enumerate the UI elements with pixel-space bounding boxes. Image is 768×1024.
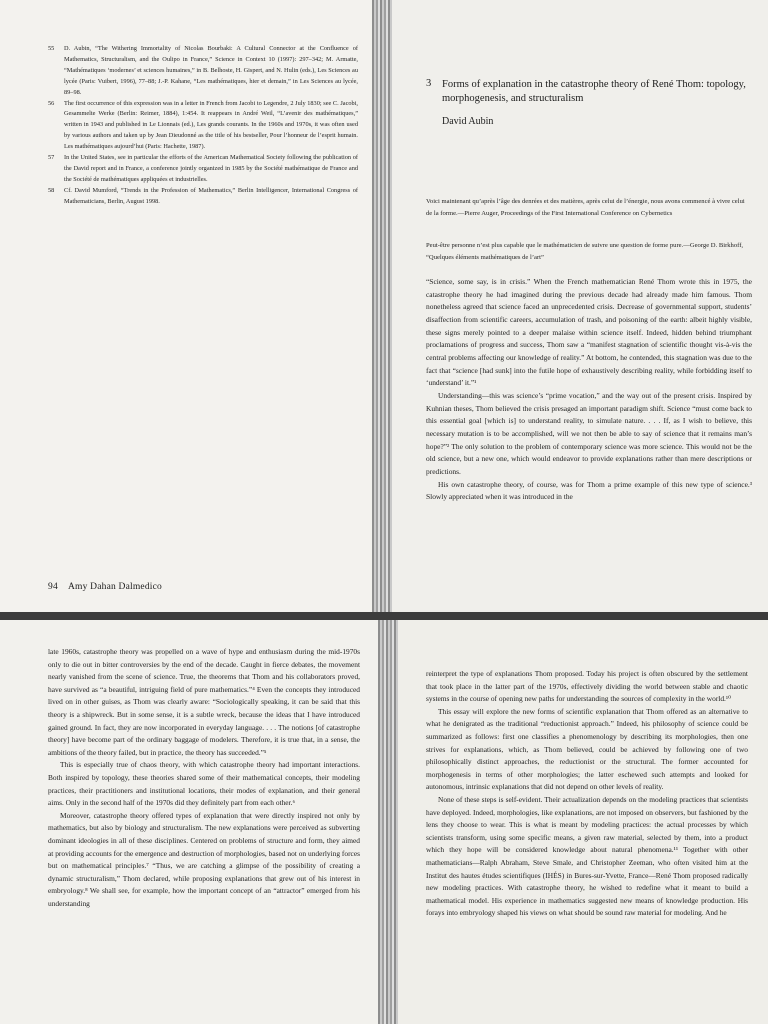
endnote — [48, 44, 358, 99]
paragraph: Understanding—this was science’s “prime vocation,” and the way out of the present crisis. Inspired by Kuhnian theses, Thom believed the crisis presaged an important paradigm shift. Science “must come back to this essential goal [which is] to understand reality, to simulate nature. . . . If, as I wish to believe, this necessary mutation is to be accomplished, will we not then be able to say of science that it remains man’s hope?”² The only solution to the problem of contemporary science was more science. This would not be the old science, but a new one, which would endeavor to provide explanations rather than mere descriptions or predictions. — [426, 390, 752, 476]
paragraph: His own catastrophe theory, of course, was for Thom a prime example of this new type of science.³ Slowly appreciated when it was introduced in the — [426, 479, 752, 502]
page-top-left — [0, 0, 372, 612]
endnote-text: D. Aubin, “The Withering Immortality of Nicolas Bourbaki: A Cultural Connector at the Confluence of Mathematics, Structuralism, and the Oulipo in France,” Science in Context 10 (1997): 297–342; M. Armatte, “Mathématiques ‘modernes’ et sciences humaines,” in B. Belhoste, H. Gispert, and N. Hulin (eds.), Les Sciences au lycée (Paris: Vuibert, 1996), 77–88; J.-P. Kahane, “Les mathématiques, hier et demain,” in Les Sciences au lycée, 89–98. — [64, 45, 358, 96]
page-number: 94 — [48, 582, 58, 592]
chapter-heading — [426, 78, 746, 106]
body-text — [426, 276, 752, 504]
endnote — [48, 153, 358, 186]
body-text — [48, 646, 360, 910]
book-gutter — [378, 620, 398, 1024]
paragraph: None of these steps is self-evident. Their actualization depends on the modeling practices that scientists have deployed. Indeed, morphologies, like explanations, are not imposed on observers, but fashioned by the lens they choose to wear. This is what is meant by modeling practices: the actual processes by which scientists transform, using some specific means, a given raw material, selected by them, into a product which they hope will be considered knowledge about natural phenomena.¹¹ Together with other mathematicians—Ralph Abraham, Steve Smale, and Christopher Zeeman, who often visited him at the Institut des hautes études scientifiques (IHÉS) in Bures-sur-Yvette, France—René Thom proposed radically new modeling practices. With catastrophe theory, he wished to redefine what it meant to build a mathematical model. His experience in mathematics suggested new means of knowledge production. His forays into embryology shaped his views on what should be sound raw material for modeling. And he — [426, 794, 748, 918]
endnote-number: 56 — [48, 99, 55, 107]
page-divider — [0, 612, 768, 620]
epigraph: Peut-être personne n’est plus capable que le mathématicien de suivre une question de forme pure.—George D. Birkhoff, “Quelques éléments mathématiques de l’art” — [426, 242, 744, 262]
page-top-right — [392, 0, 768, 612]
endnote — [48, 99, 358, 154]
paragraph: Moreover, catastrophe theory offered types of explanation that were directly inspired not only by mathematics, but also by biology and structuralism. The new explanations were perceived as subverting dominant ideologies in all of these disciplines. Centered on problems of structure and form, they aimed at providing accounts for the emergence and destruction of morphologies, based not on underlying forces but on mathematical principles.⁷ “Thus, we are catching a glimpse of the possibility of creating a dynamic structuralism,” Thom declared, while proposing explanations that grew out of his interest in embryology.⁸ We shall see, for example, how the important concept of an “attractor” emerged from his understanding — [48, 810, 360, 908]
endnote-text: In the United States, see in particular the efforts of the American Mathematical Society following the publication of the David report and in France, a conference jointly organized in 1985 by the Société mathématique de France and the Société de mathématiques appliquées et industrielles. — [64, 154, 358, 183]
page-footer — [48, 582, 162, 592]
paragraph: This is especially true of chaos theory, with which catastrophe theory had important interactions. Both inspired by topology, these theories shared some of their mathematical concepts, their modeling practices, their practitioners and institutional locations, their modes of explanation, and their general aims. Only in the second half of the 1970s did they definitely part from each other.⁶ — [48, 760, 360, 808]
book-gutter — [372, 0, 392, 612]
running-author: Amy Dahan Dalmedico — [67, 582, 162, 592]
paragraph: late 1960s, catastrophe theory was propelled on a wave of hype and enthusiasm during the mid-1970s only to die out in bitter controversies by the end of the decade. Caught in fierce debates, the movement nearly vanished from the scene of science. True, the theorems that Thom and his collaborators proved, have survived as “a beautiful, intriguing field of pure mathematics.”⁴ Even the concepts they introduced lived on in other guises, as Thom was clearly aware: “Sociologically speaking, it can be said that this theory is a shipwreck. But in some sense, it is a subtle wreck, because the ideas that I have introduced gained ground. In fact, they are now incorporated in everyday language. . . . The notions [of catastrophe theory] have become part of the ordinary baggage of modelers. Therefore, it is true that, in a sense, the ambitions of the theory failed, but in practice, the theory has succeeded.”⁵ — [48, 647, 360, 757]
endnote — [48, 186, 358, 208]
endnote-number: 55 — [48, 45, 55, 52]
paragraph: “Science, some say, is in crisis.” When the French mathematician René Thom wrote this in 1975, the catastrophe theory he had imagined during the previous decade had already made him famous. Thom nonetheless agreed that science faced an unprecedented crisis. Decrease of governmental support, students’ disaffection from scientific careers, accumulation of trash, and poisoning of the earth: albeit highly visible, these signs merely pointed to a deeper malaise within science itself. Indeed, hidden behind triumphant proclamations of progress and success, Thom saw a “manifest stagnation of scientific thought vis-à-vis the central problems affecting our knowledge of reality.” At bottom, he contended, this stagnation was due to the fact that “science [had sunk] into the futile hope of exhaustively describing reality, while forbidding itself to ‘understand’ it.”¹ — [426, 277, 752, 388]
endnote-number: 58 — [48, 186, 55, 194]
paragraph: This essay will explore the new forms of scientific explanation that Thom offered as an alternative to what he denigrated as the traditional “reductionist approach.” Indeed, his philosophy of science could be summarized as follows: first one classifies a phenomenology by describing its morphologies, then one strives for explanations, which, as Thom believed, could be achieved by following one of two philosophically distinct approaches, the reductionist or the structural. The former accounted for morphogenesis in terms of other morphologies; the latter eschewed such attempts and looked for autonomous, intrinsic explanations that did not depend on other levels of reality. — [426, 706, 748, 792]
paragraph: reinterpret the type of explanations Thom proposed. Today his project is often obscured by the settlement that took place in the latter part of the 1970s, effectively dividing the world between stable and chaotic systems in the course of opening new paths for understanding the sources of complexity in the world.¹⁰ — [426, 669, 748, 704]
epigraph: Voici maintenant qu’après l’âge des denrées et des matières, après celui de l’énergie, nous avons commencé à vivre celui de la forme.—Pierre Auger, Proceedings of the First International Conference on Cybernetics — [426, 198, 745, 218]
chapter-author: David Aubin — [442, 116, 494, 127]
page-bottom-right — [398, 620, 768, 1024]
chapter-number: 3 — [426, 78, 432, 89]
body-text — [426, 668, 748, 920]
chapter-title: Forms of explanation in the catastrophe theory of René Thom: topology, morphogenesis, and structuralism — [442, 79, 746, 104]
endnote-text: The first occurrence of this expression was in a letter in French from Jacobi to Legendre, 2 July 1830; see C. Jacobi, Gesammelte Werke (Berlin: Reimer, 1884), 1:454. It reappears in André Weil, “L’avenir des mathématiques,” written in 1943 and published in Le Lionnais (ed.), Les grands courants. In the 1960s and 1970s, it was often used by various authors and taken up by Jean Dieudonné as the title of his bestseller, Pour l’honneur de l’esprit humain. Les mathématiques aujourd’hui (Paris: Hachette, 1987). — [64, 99, 358, 151]
page-bottom-left — [0, 620, 378, 1024]
endnote-text: Cf. David Mumford, “Trends in the Profession of Mathematics,” Berlin Intelligencer, International Congress of Mathematicians, Berlin, August 1998. — [64, 186, 358, 205]
endnotes — [48, 44, 358, 208]
endnote-number: 57 — [48, 154, 55, 162]
